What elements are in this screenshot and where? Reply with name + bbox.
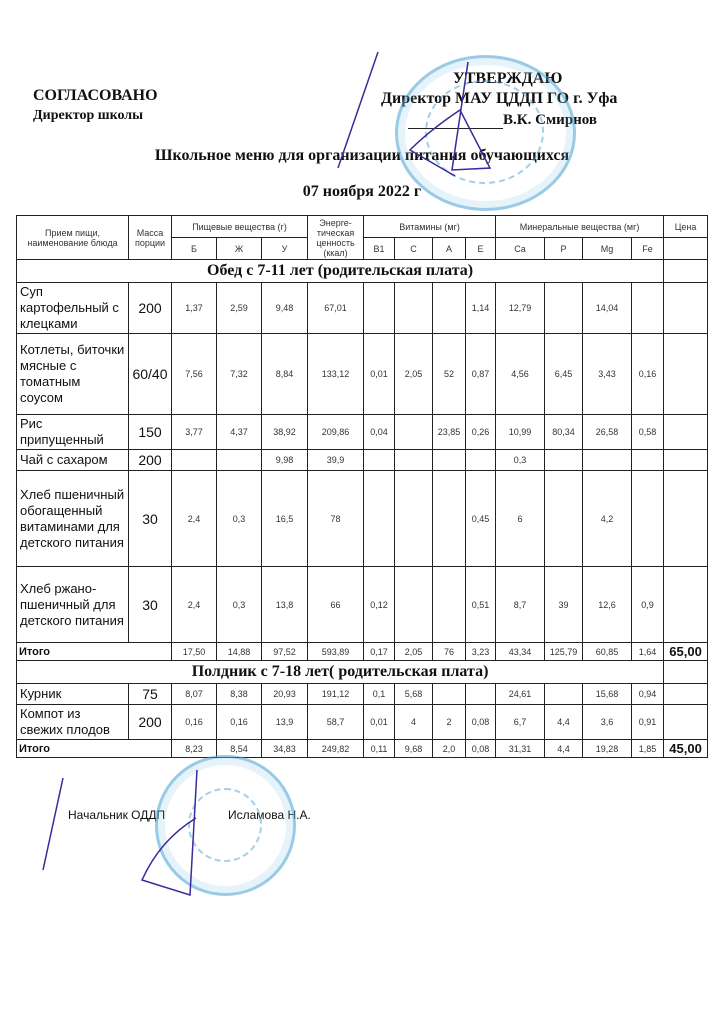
cell-mg: 15,68 [583,684,632,705]
portion-mass: 75 [129,684,172,705]
cell-mg: 14,04 [583,283,632,334]
cell-kcal: 133,12 [308,334,364,415]
col-fat: Ж [217,238,262,260]
cell-kcal: 78 [308,471,364,567]
cell-fe: 0,9 [632,567,664,643]
total-kcal: 593,89 [308,643,364,661]
cell-ca: 6 [496,471,545,567]
col-mass: Масса порции [129,216,172,260]
cell-p [545,283,583,334]
cell-b: 2,4 [172,471,217,567]
total-a: 76 [433,643,466,661]
table-row [17,471,708,567]
cell-mg: 12,6 [583,567,632,643]
col-ca: Ca [496,238,545,260]
total-price: 65,00 [664,643,708,661]
total-ca: 31,31 [496,740,545,758]
cell-b1: 0,01 [364,334,395,415]
cell-fe [632,283,664,334]
cell-c: 2,05 [395,334,433,415]
cell-zh: 8,38 [217,684,262,705]
cell-zh: 0,3 [217,567,262,643]
cell-p [545,684,583,705]
table-row [17,567,708,643]
portion-mass: 30 [129,567,172,643]
cell-a [433,684,466,705]
cell-a [433,450,466,471]
cell-mg: 3,43 [583,334,632,415]
col-price-empty [664,238,708,260]
table-row [17,334,708,415]
cell-b: 2,4 [172,567,217,643]
cell-c [395,567,433,643]
cell-mg: 3,6 [583,705,632,740]
cell-zh: 2,59 [217,283,262,334]
cell-u: 9,98 [262,450,308,471]
table-header-row-1 [17,216,708,238]
col-fe: Fe [632,238,664,260]
cell-fe [632,471,664,567]
total-mg: 60,85 [583,643,632,661]
col-p: P [545,238,583,260]
cell-a: 52 [433,334,466,415]
cell-b: 0,16 [172,705,217,740]
total-zh: 14,88 [217,643,262,661]
col-minerals: Минеральные вещества (мг) [496,216,664,238]
cell-zh: 0,3 [217,471,262,567]
cell-ca: 4,56 [496,334,545,415]
cell-fe [632,450,664,471]
official-stamp-bottom-inner [188,788,262,862]
cell-ca: 8,7 [496,567,545,643]
dish-name: Чай с сахаром [17,450,129,471]
cell-e [466,450,496,471]
total-e: 3,23 [466,643,496,661]
menu-table [16,215,708,758]
section-price-empty [664,260,708,283]
cell-b1 [364,283,395,334]
total-price: 45,00 [664,740,708,758]
table-row [17,450,708,471]
cell-ca: 0,3 [496,450,545,471]
cell-a [433,471,466,567]
total-label: Итого [17,643,172,661]
footer-chief-role: Начальник ОДДП [68,808,166,822]
total-fe: 1,85 [632,740,664,758]
dish-name: Рис припущенный [17,415,129,450]
table-row [17,415,708,450]
cell-a [433,567,466,643]
dish-name: Хлеб пшеничный обогащенный витаминами для детского питания [17,471,129,567]
cell-zh: 4,37 [217,415,262,450]
cell-fe: 0,16 [632,334,664,415]
cell-u: 8,84 [262,334,308,415]
total-row [17,643,708,661]
col-vitamins: Витамины (мг) [364,216,496,238]
total-u: 97,52 [262,643,308,661]
portion-mass: 200 [129,450,172,471]
cell-price [664,450,708,471]
dish-name: Хлеб ржано-пшеничный для детского питания [17,567,129,643]
cell-u: 13,9 [262,705,308,740]
portion-mass: 30 [129,471,172,567]
cell-ca: 6,7 [496,705,545,740]
total-b: 17,50 [172,643,217,661]
col-nutrients: Пищевые вещества (г) [172,216,308,238]
cell-zh [217,450,262,471]
cell-p: 80,34 [545,415,583,450]
col-carbs: У [262,238,308,260]
portion-mass: 200 [129,705,172,740]
total-p: 4,4 [545,740,583,758]
approved-label: СОГЛАСОВАНО [33,87,158,104]
col-price: Цена [664,216,708,238]
cell-price [664,567,708,643]
section-header [17,260,708,283]
cell-b1 [364,450,395,471]
cell-u: 13,8 [262,567,308,643]
cell-mg: 26,58 [583,415,632,450]
portion-mass: 60/40 [129,334,172,415]
col-mg: Mg [583,238,632,260]
col-b1: B1 [364,238,395,260]
cell-mg [583,450,632,471]
cell-c [395,283,433,334]
col-dish: Прием пищи, наименование блюда [17,216,129,260]
cell-b [172,450,217,471]
cell-e: 0,08 [466,705,496,740]
cell-kcal: 39,9 [308,450,364,471]
total-label: Итого [17,740,172,758]
total-c: 2,05 [395,643,433,661]
cell-price [664,283,708,334]
cell-kcal: 58,7 [308,705,364,740]
cell-c [395,471,433,567]
cell-zh: 0,16 [217,705,262,740]
footer-chief-name: Исламова Н.А. [228,808,311,822]
cell-price [664,684,708,705]
cell-ca: 24,61 [496,684,545,705]
section-title: Полдник с 7-18 лет( родительская плата) [17,661,664,684]
cell-b: 3,77 [172,415,217,450]
total-p: 125,79 [545,643,583,661]
total-c: 9,68 [395,740,433,758]
total-mg: 19,28 [583,740,632,758]
cell-u: 9,48 [262,283,308,334]
confirm-role: Директор МАУ ЦДДП ГО г. Уфа [381,90,618,107]
document-date: 07 ноября 2022 г [302,183,422,200]
cell-zh: 7,32 [217,334,262,415]
cell-mg: 4,2 [583,471,632,567]
cell-b: 1,37 [172,283,217,334]
cell-u: 20,93 [262,684,308,705]
cell-ca: 10,99 [496,415,545,450]
total-fe: 1,64 [632,643,664,661]
official-stamp-top-inner [425,80,544,184]
cell-p: 4,4 [545,705,583,740]
cell-a: 2 [433,705,466,740]
total-u: 34,83 [262,740,308,758]
dish-name: Курник [17,684,129,705]
section-title: Обед с 7-11 лет (родительская плата) [17,260,664,283]
cell-b1: 0,1 [364,684,395,705]
cell-u: 16,5 [262,471,308,567]
cell-b: 7,56 [172,334,217,415]
cell-ca: 12,79 [496,283,545,334]
total-zh: 8,54 [217,740,262,758]
portion-mass: 200 [129,283,172,334]
total-a: 2,0 [433,740,466,758]
table-body [17,260,708,758]
document-title: Школьное меню для организации питания обучающихся [154,147,570,164]
col-energy: Энерге-тическая ценность (ккал) [308,216,364,260]
cell-price [664,705,708,740]
cell-price [664,415,708,450]
cell-fe: 0,58 [632,415,664,450]
col-c: C [395,238,433,260]
cell-c [395,415,433,450]
cell-fe: 0,91 [632,705,664,740]
total-b1: 0,17 [364,643,395,661]
col-protein: Б [172,238,217,260]
total-b1: 0,11 [364,740,395,758]
cell-c [395,450,433,471]
approved-role: Директор школы [33,108,144,123]
confirm-label: УТВЕРЖДАЮ [453,70,563,87]
cell-kcal: 209,86 [308,415,364,450]
cell-price [664,471,708,567]
cell-fe: 0,94 [632,684,664,705]
total-row [17,740,708,758]
cell-p: 39 [545,567,583,643]
cell-c: 4 [395,705,433,740]
cell-u: 38,92 [262,415,308,450]
confirm-name: В.К. Смирнов [503,112,598,128]
section-header [17,661,708,684]
cell-kcal: 66 [308,567,364,643]
cell-b1: 0,04 [364,415,395,450]
cell-p [545,471,583,567]
cell-e: 0,51 [466,567,496,643]
cell-e: 0,45 [466,471,496,567]
cell-a [433,283,466,334]
dish-name: Суп картофельный с клецками [17,283,129,334]
section-price-empty [664,661,708,684]
cell-b1 [364,471,395,567]
dish-name: Компот из свежих плодов [17,705,129,740]
cell-kcal: 67,01 [308,283,364,334]
cell-b1: 0,12 [364,567,395,643]
cell-e: 0,87 [466,334,496,415]
table-row [17,684,708,705]
cell-p: 6,45 [545,334,583,415]
total-b: 8,23 [172,740,217,758]
cell-c: 5,68 [395,684,433,705]
col-e: E [466,238,496,260]
total-e: 0,08 [466,740,496,758]
cell-kcal: 191,12 [308,684,364,705]
total-ca: 43,34 [496,643,545,661]
cell-price [664,334,708,415]
cell-e: 1,14 [466,283,496,334]
total-kcal: 249,82 [308,740,364,758]
cell-b: 8,07 [172,684,217,705]
cell-b1: 0,01 [364,705,395,740]
cell-e [466,684,496,705]
cell-p [545,450,583,471]
table-row [17,705,708,740]
cell-e: 0,26 [466,415,496,450]
portion-mass: 150 [129,415,172,450]
cell-a: 23,85 [433,415,466,450]
dish-name: Котлеты, биточки мясные с томатным соусом [17,334,129,415]
col-a: A [433,238,466,260]
table-row [17,283,708,334]
